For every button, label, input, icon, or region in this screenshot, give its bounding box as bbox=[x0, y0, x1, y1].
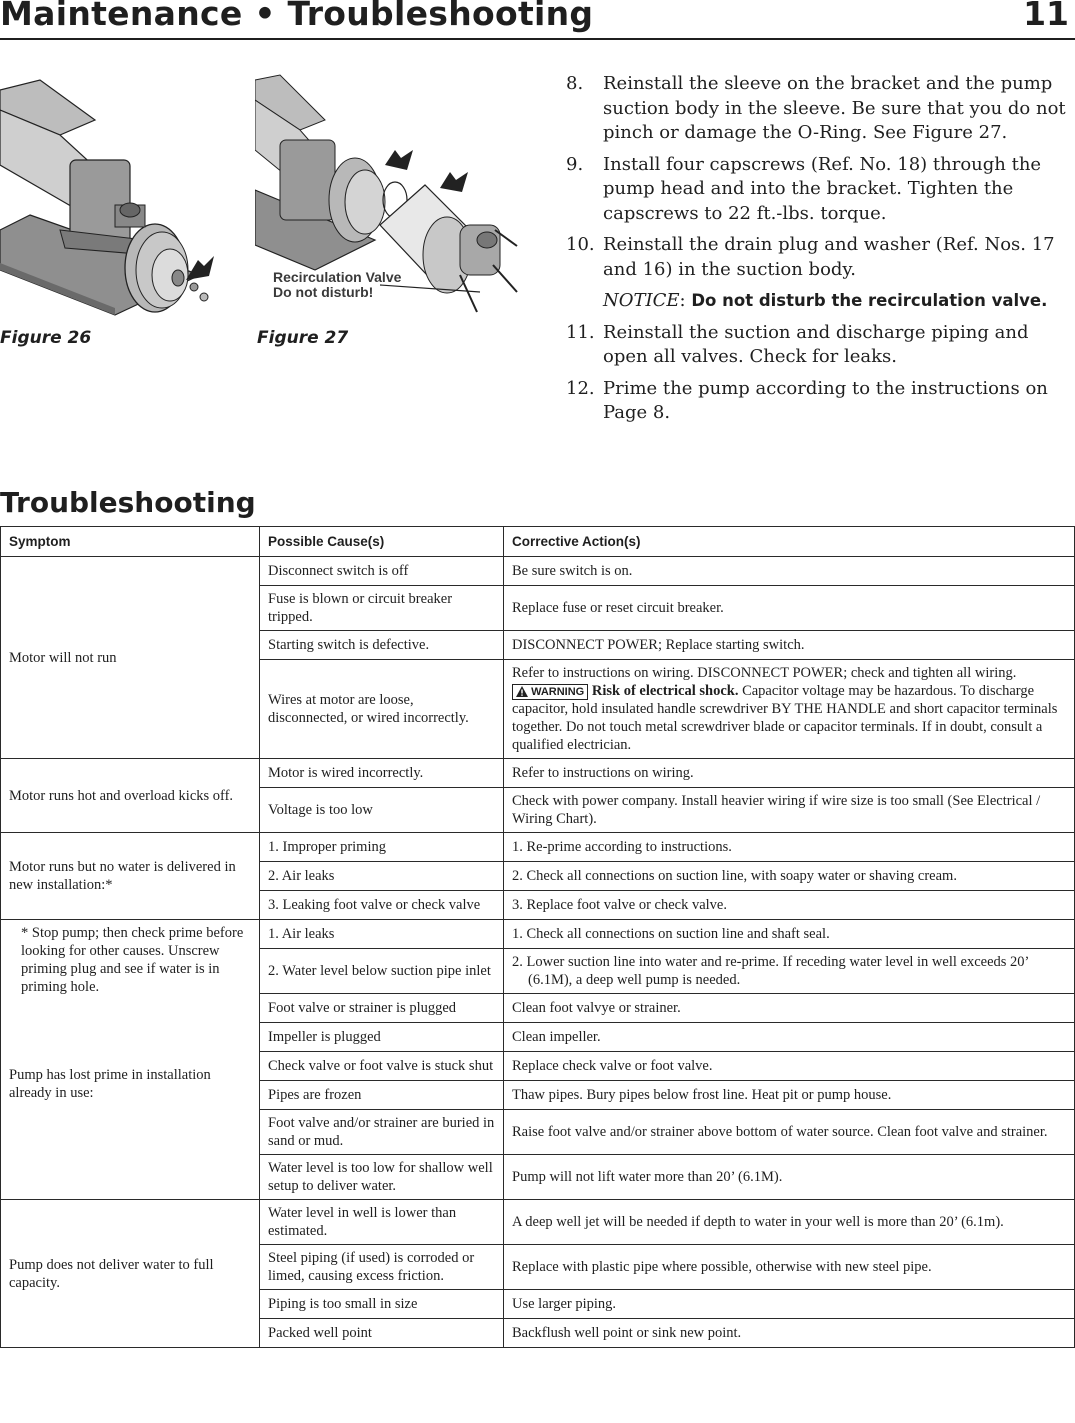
warning-badge bbox=[512, 684, 588, 700]
header-cause: Possible Cause(s) bbox=[260, 527, 504, 557]
warning-bold-text: Risk of electrical shock. bbox=[591, 683, 739, 699]
cause-cell: Voltage is too low bbox=[260, 788, 504, 833]
table-row bbox=[1, 759, 1075, 788]
step-number: 10. bbox=[566, 234, 595, 255]
step-item bbox=[566, 72, 1074, 146]
stop-pump-note: * Stop pump; then check prime before looking for other causes. Unscrew priming plug and see if water is in priming hole. bbox=[21, 925, 244, 995]
step-item bbox=[566, 233, 1074, 282]
symptom-cell bbox=[1, 920, 260, 1200]
cause-cell: Disconnect switch is off bbox=[260, 557, 504, 586]
table-row bbox=[1, 557, 1075, 586]
table-row bbox=[1, 920, 1075, 949]
symptom-cell: Motor will not run bbox=[1, 557, 260, 759]
cause-cell: Packed well point bbox=[260, 1319, 504, 1348]
symptom-cell: Motor runs hot and overload kicks off. bbox=[1, 759, 260, 833]
cause-text: 3. Leaking foot valve or check valve bbox=[268, 897, 481, 913]
step-item bbox=[566, 377, 1074, 426]
action-cell: Clean foot valvye or strainer. bbox=[504, 994, 1075, 1023]
notice-text: Do not disturb the recirculation valve. bbox=[691, 291, 1048, 310]
cause-cell: Piping is too small in size bbox=[260, 1290, 504, 1319]
cause-cell: 2. Air leaks bbox=[260, 862, 504, 891]
figure-26-illustration bbox=[0, 70, 225, 320]
step-number: 9. bbox=[566, 153, 584, 175]
action-cell bbox=[504, 660, 1075, 759]
cause-cell: Starting switch is defective. bbox=[260, 631, 504, 660]
action-cell: Check with power company. Install heavier wiring if wire size is too small (See Electrical / Wiring Chart). bbox=[504, 788, 1075, 833]
action-cell: Use larger piping. bbox=[504, 1290, 1075, 1319]
action-cell: Be sure switch is on. bbox=[504, 557, 1075, 586]
step-text: Reinstall the sleeve on the bracket and the pump suction body in the sleeve. Be sure that you do not pinch or damage the O-Ring. See Figure 27. bbox=[603, 73, 1066, 143]
action-cell: 3. Replace foot valve or check valve. bbox=[504, 891, 1075, 920]
symptom-text: Pump has lost prime in installation already in use: bbox=[9, 1067, 211, 1101]
cause-text: 2. Water level below suction pipe inlet bbox=[268, 963, 491, 979]
action-text: Capacitor voltage may be hazardous. To discharge capacitor, hold insulated handle screwdriver BY THE HANDLE and short capacitor terminals together. Do not touch metal screwdriver blade or capacitor terminals. If in doubt, consult a qualified electrician. bbox=[512, 683, 1058, 753]
table-row bbox=[1, 1200, 1075, 1245]
step-number: 11. bbox=[566, 321, 595, 343]
page-header bbox=[0, 0, 1075, 40]
step-text: Install four capscrews (Ref. No. 18) through the pump head and into the bracket. Tighten the capscrews to 22 ft.-lbs. torque. bbox=[603, 153, 1042, 224]
cause-cell: Foot valve or strainer is plugged bbox=[260, 994, 504, 1023]
action-cell: Replace fuse or reset circuit breaker. bbox=[504, 586, 1075, 631]
symptom-cell: Pump does not deliver water to full capacity. bbox=[1, 1200, 260, 1348]
notice: NOTICE: Do not disturb the recirculation valve. bbox=[603, 290, 1048, 311]
table-header-row bbox=[1, 527, 1075, 557]
cause-cell: Fuse is blown or circuit breaker tripped. bbox=[260, 586, 504, 631]
callout-line-1: Recirculation Valve bbox=[273, 269, 402, 285]
section-title: Troubleshooting bbox=[0, 486, 256, 519]
callout-line-2: Do not disturb! bbox=[273, 284, 374, 300]
cause-cell: Water level is too low for shallow well setup to deliver water. bbox=[260, 1155, 504, 1200]
cause-cell: Impeller is plugged bbox=[260, 1023, 504, 1052]
action-cell: Pump will not lift water more than 20’ (6.1M). bbox=[504, 1155, 1075, 1200]
step-number: 12. bbox=[566, 377, 595, 399]
action-cell: Thaw pipes. Bury pipes below frost line. Heat pit or pump house. bbox=[504, 1081, 1075, 1110]
action-cell: A deep well jet will be needed if depth to water in your well is more than 20’ (6.1m). bbox=[504, 1200, 1075, 1245]
step-item bbox=[566, 153, 1074, 227]
action-cell: Replace with plastic pipe where possible, otherwise with new steel pipe. bbox=[504, 1245, 1075, 1290]
cause-cell: Wires at motor are loose, disconnected, or wired incorrectly. bbox=[260, 660, 504, 759]
figure-27-caption: Figure 27 bbox=[257, 328, 349, 348]
step-text: Reinstall the drain plug and washer (Ref. Nos. 17 and 16) in the suction body. bbox=[603, 234, 1055, 280]
notice-label: NOTICE bbox=[603, 290, 680, 311]
cause-cell: Motor is wired incorrectly. bbox=[260, 759, 504, 788]
action-cell: Backflush well point or sink new point. bbox=[504, 1319, 1075, 1348]
action-cell: DISCONNECT POWER; Replace starting switch. bbox=[504, 631, 1075, 660]
figure-26-caption: Figure 26 bbox=[0, 328, 92, 348]
step-item bbox=[566, 321, 1074, 370]
action-cell: Replace check valve or foot valve. bbox=[504, 1052, 1075, 1081]
cause-cell bbox=[260, 949, 504, 994]
cause-cell: 1. Improper priming bbox=[260, 833, 504, 862]
step-text: Reinstall the suction and discharge piping and open all valves. Check for leaks. bbox=[603, 321, 1029, 367]
recirculation-valve-callout bbox=[273, 270, 401, 300]
action-cell bbox=[504, 949, 1075, 994]
cause-cell: 1. Air leaks bbox=[260, 920, 504, 949]
page-title: Maintenance • Troubleshooting bbox=[0, 0, 594, 33]
cause-cell: Check valve or foot valve is stuck shut bbox=[260, 1052, 504, 1081]
header-action: Corrective Action(s) bbox=[504, 527, 1075, 557]
page-number: 11 bbox=[1023, 0, 1069, 33]
action-cell: 1. Check all connections on suction line and shaft seal. bbox=[504, 920, 1075, 949]
cause-cell: Pipes are frozen bbox=[260, 1081, 504, 1110]
instruction-steps bbox=[566, 72, 1074, 433]
header-symptom: Symptom bbox=[1, 527, 260, 557]
action-cell: Raise foot valve and/or strainer above bottom of water source. Clean foot valve and strainer. bbox=[504, 1110, 1075, 1155]
cause-cell bbox=[260, 891, 504, 920]
cause-cell: Steel piping (if used) is corroded or limed, causing excess friction. bbox=[260, 1245, 504, 1290]
cause-cell: Foot valve and/or strainer are buried in sand or mud. bbox=[260, 1110, 504, 1155]
action-text: 2. Lower suction line into water and re-prime. If receding water level in well exceeds 20’ (6.1M), a deep well pump is needed. bbox=[512, 954, 1029, 988]
symptom-cell: Motor runs but no water is delivered in new installation:* bbox=[1, 833, 260, 920]
table-row bbox=[1, 833, 1075, 862]
warning-label: WARNING bbox=[531, 686, 585, 698]
action-text: Refer to instructions on wiring. DISCONNECT POWER; check and tighten all wiring. bbox=[512, 665, 1017, 681]
action-cell: 1. Re-prime according to instructions. bbox=[504, 833, 1075, 862]
step-number: 8. bbox=[566, 73, 584, 94]
troubleshooting-table bbox=[0, 526, 1075, 1348]
cause-cell: Water level in well is lower than estimated. bbox=[260, 1200, 504, 1245]
action-cell: 2. Check all connections on suction line, with soapy water or shaving cream. bbox=[504, 862, 1075, 891]
action-cell: Clean impeller. bbox=[504, 1023, 1075, 1052]
action-cell: Refer to instructions on wiring. bbox=[504, 759, 1075, 788]
warning-triangle-icon bbox=[516, 686, 528, 697]
step-text: Prime the pump according to the instructions on Page 8. bbox=[603, 377, 1048, 423]
